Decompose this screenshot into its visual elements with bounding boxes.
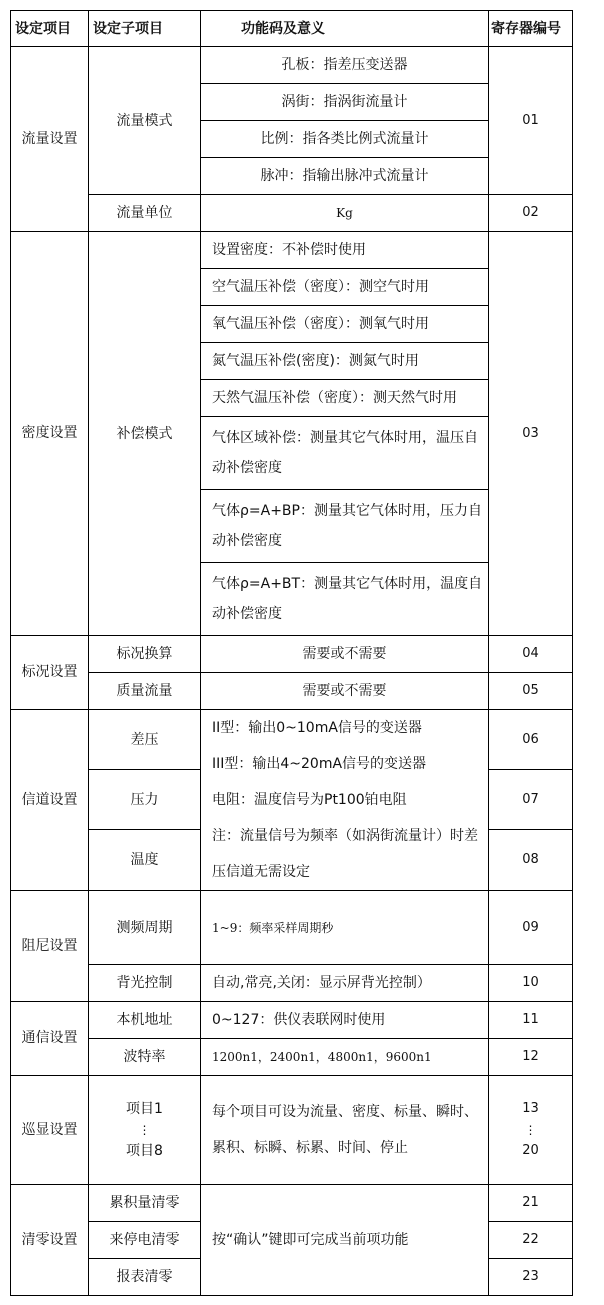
channel-register: 07: [489, 770, 573, 830]
density-option: 气体ρ=A+BT：测量其它气体时用，温度自动补偿密度: [201, 563, 489, 636]
density-option: 气体ρ=A+BP：测量其它气体时用，压力自动补偿密度: [201, 490, 489, 563]
table-row: [11, 1185, 573, 1222]
group-clear: 清零设置: [11, 1185, 89, 1296]
group-patrol: 巡显设置: [11, 1076, 89, 1185]
channel-label: 温度: [89, 830, 201, 891]
clear-register: 23: [489, 1259, 573, 1296]
table-row: [11, 965, 573, 1002]
channel-description: [201, 710, 489, 891]
table-row: [11, 710, 573, 770]
table-row: [11, 673, 573, 710]
density-option: 氧气温压补偿（密度）：测氧气时用: [201, 306, 489, 343]
clear-label: 来停电清零: [89, 1222, 201, 1259]
flow-mode-option: 涡街：指涡街流量计: [201, 84, 489, 121]
density-option: 氮气温压补偿(密度)：测氮气时用: [201, 343, 489, 380]
table-row: [11, 1002, 573, 1039]
patrol-label: [89, 1076, 201, 1185]
clear-label: 累积量清零: [89, 1185, 201, 1222]
patrol-register-dots: ⋮: [524, 1123, 537, 1137]
register-table-container: [10, 10, 573, 1296]
table-row: [11, 232, 573, 269]
standard-label: 质量流量: [89, 673, 201, 710]
group-standard: 标况设置: [11, 636, 89, 710]
channel-label: 压力: [89, 770, 201, 830]
group-flow: 流量设置: [11, 47, 89, 232]
density-option: 空气温压补偿（密度）：测空气时用: [201, 269, 489, 306]
channel-line: 电阻：温度信号为Pt100铂电阻: [212, 792, 407, 808]
damping-value: 自动,常亮,关闭：显示屏背光控制）: [201, 965, 489, 1002]
flow-mode-register: 01: [489, 47, 573, 195]
patrol-register: [489, 1076, 573, 1185]
density-register: 03: [489, 232, 573, 636]
standard-value: 需要或不需要: [201, 636, 489, 673]
damping-register: 09: [489, 891, 573, 965]
clear-value: 按“确认”键即可完成当前项功能: [201, 1185, 489, 1296]
patrol-register-last: 20: [522, 1143, 539, 1158]
table-row: [11, 195, 573, 232]
standard-register: 05: [489, 673, 573, 710]
comm-register: 12: [489, 1039, 573, 1076]
damping-label: 背光控制: [89, 965, 201, 1002]
header-function: 功能码及意义: [201, 11, 489, 47]
damping-label: 测频周期: [89, 891, 201, 965]
comm-value: 1200n1，2400n1，4800n1，9600n1: [201, 1039, 489, 1076]
channel-register: 08: [489, 830, 573, 891]
channel-line: 注：流量信号为频率（如涡街流量计）时差压信道无需设定: [212, 828, 478, 880]
patrol-label-first: 项目1: [126, 1101, 163, 1117]
channel-line: III型：输出4~20mA信号的变送器: [212, 756, 427, 772]
patrol-value: 每个项目可设为流量、密度、标量、瞬时、累积、标瞬、标累、时间、停止: [201, 1076, 489, 1185]
table-row: [11, 636, 573, 673]
table-row: [11, 1076, 573, 1185]
channel-label: 差压: [89, 710, 201, 770]
channel-line: II型：输出0~10mA信号的变送器: [212, 720, 422, 736]
clear-label: 报表清零: [89, 1259, 201, 1296]
header-item: 设定项目: [11, 11, 89, 47]
flow-unit-label: 流量单位: [89, 195, 201, 232]
comm-label: 波特率: [89, 1039, 201, 1076]
flow-mode-option: 比例：指各类比例式流量计: [201, 121, 489, 158]
flow-unit-register: 02: [489, 195, 573, 232]
flow-mode-option: 脉冲：指输出脉冲式流量计: [201, 158, 489, 195]
header-register: 寄存器编号: [489, 11, 573, 47]
table-row: [11, 1039, 573, 1076]
table-row: [11, 47, 573, 84]
channel-register: 06: [489, 710, 573, 770]
density-comp-label: 补偿模式: [89, 232, 201, 636]
damping-register: 10: [489, 965, 573, 1002]
damping-value: 1~9：频率采样周期秒: [201, 891, 489, 965]
group-density: 密度设置: [11, 232, 89, 636]
clear-register: 21: [489, 1185, 573, 1222]
group-damping: 阻尼设置: [11, 891, 89, 1002]
comm-label: 本机地址: [89, 1002, 201, 1039]
density-option: 天然气温压补偿（密度）：测天然气时用: [201, 380, 489, 417]
group-channel: 信道设置: [11, 710, 89, 891]
density-option: 气体区域补偿：测量其它气体时用，温压自动补偿密度: [201, 417, 489, 490]
comm-value: 0~127：供仪表联网时使用: [201, 1002, 489, 1039]
register-table: [10, 10, 573, 1296]
group-comm: 通信设置: [11, 1002, 89, 1076]
patrol-label-last: 项目8: [126, 1143, 163, 1159]
density-option: 设置密度：不补偿时使用: [201, 232, 489, 269]
standard-label: 标况换算: [89, 636, 201, 673]
comm-register: 11: [489, 1002, 573, 1039]
flow-unit-value: Kg: [201, 195, 489, 232]
patrol-label-dots: ⋮: [138, 1123, 151, 1137]
header-sub-item: 设定子项目: [89, 11, 201, 47]
flow-mode-option: 孔板：指差压变送器: [201, 47, 489, 84]
flow-mode-label: 流量模式: [89, 47, 201, 195]
standard-register: 04: [489, 636, 573, 673]
standard-value: 需要或不需要: [201, 673, 489, 710]
header-row: [11, 11, 573, 47]
patrol-register-first: 13: [522, 1101, 539, 1116]
clear-register: 22: [489, 1222, 573, 1259]
table-row: [11, 891, 573, 965]
